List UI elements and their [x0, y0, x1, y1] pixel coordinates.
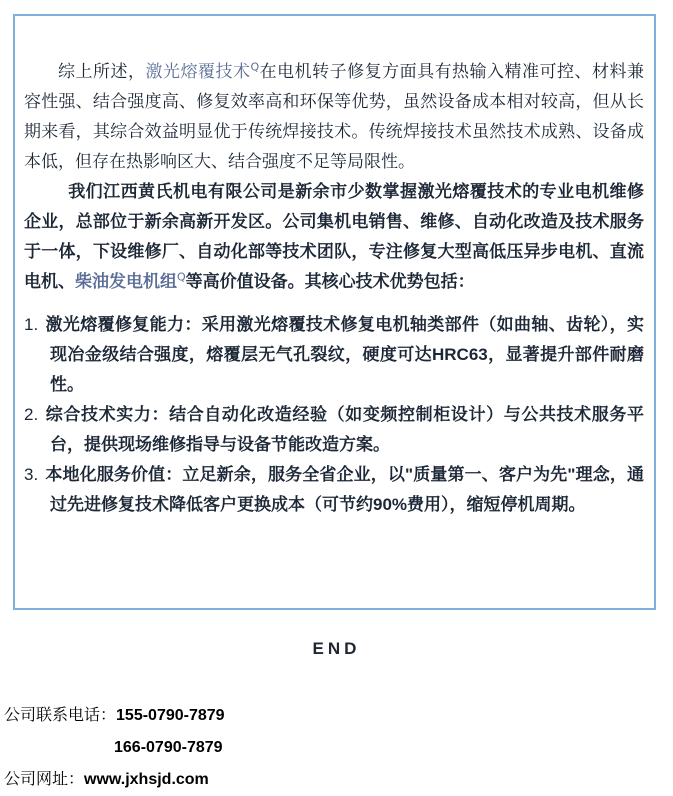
search-sup-icon: Q [250, 60, 260, 74]
list-item-number: 3. [24, 465, 39, 484]
website-label: 公司网址： [4, 771, 85, 788]
keyword-text: 激光熔覆技术 [145, 62, 251, 81]
list-item-local-service [24, 460, 644, 520]
keyword-link-laser-cladding[interactable] [145, 62, 259, 81]
contact-website-line [4, 764, 225, 796]
search-sup-icon: Q [177, 270, 186, 284]
keyword-link-diesel-generator[interactable] [75, 272, 186, 291]
phone-number-secondary: 166-0790-7879 [114, 739, 223, 756]
advantage-list [24, 310, 644, 520]
end-divider-label: END [312, 639, 361, 658]
list-item-laser-repair [24, 310, 644, 400]
article-content-box [13, 14, 656, 610]
summary-body-text: 在电机转子修复方面具有热输入精准可控、材料兼容性强、结合强度高、修复效率高和环保等优势，虽然设备成本相对较高，但从长期来看，其综合效益明显优于传统焊接技术。传统焊接技术虽然技术成熟、设备成本低，但存在热影响区大、结合强度不足等局限性。 [24, 62, 645, 171]
list-item-number: 1. [24, 315, 39, 334]
summary-paragraph [24, 57, 644, 177]
contact-phone-line-secondary [4, 732, 225, 764]
phone-label: 公司联系电话： [4, 707, 117, 724]
list-item-number: 2. [24, 405, 39, 424]
contact-phone-line [4, 700, 225, 732]
list-item-text: 本地化服务价值：立足新余，服务全省企业，以"质量第一、客户为先"理念，通过先进修复技术降低客户更换成本（可节约90%费用），缩短停机周期。 [45, 465, 644, 514]
list-item-text: 综合技术实力：结合自动化改造经验（如变频控制柜设计）与公共技术服务平台，提供现场维修指导与设备节能改造方案。 [45, 405, 644, 454]
company-body-text: 等高价值设备。其核心技术优势包括： [185, 272, 475, 291]
contact-block [4, 700, 225, 796]
list-item-technical-strength [24, 400, 644, 460]
list-item-text: 激光熔覆修复能力：采用激光熔覆技术修复电机轴类部件（如曲轴、齿轮），实现冶金级结合强度，熔覆层无气孔裂纹，硬度可达HRC63，显著提升部件耐磨性。 [45, 315, 644, 394]
company-paragraph [24, 177, 644, 297]
website-url: www.jxhsjd.com [84, 771, 209, 788]
company-lead-text: 我们江西黄氏机电有限公司是新余市少数掌握激光熔覆技术的专业电机维修企业，总部位于新余高新开发区。公司集机电销售、维修、自动化改造及技术服务于一体，下设维修厂、自动化部等技术团队，专注修复大型高低压异步电机、直流电机、 [24, 182, 644, 291]
keyword-text: 柴油发电机组 [75, 272, 177, 291]
phone-number-primary: 155-0790-7879 [116, 707, 225, 724]
summary-lead-text: 综上所述， [58, 62, 146, 81]
